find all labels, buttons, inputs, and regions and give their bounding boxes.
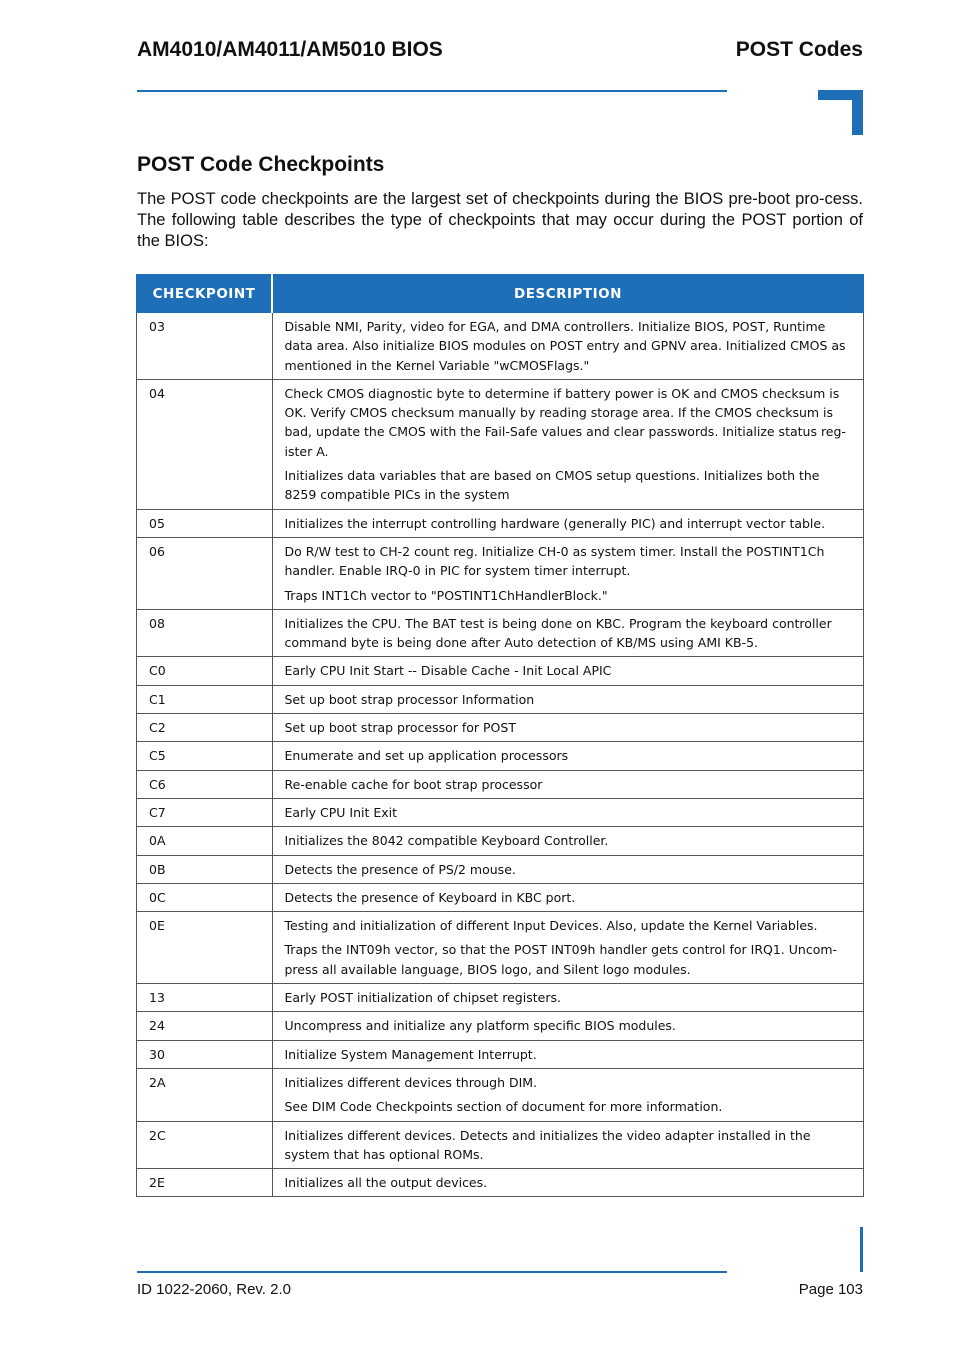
checkpoint-code: 30: [137, 1040, 273, 1068]
description-paragraph: Set up boot strap processor for POST: [284, 720, 516, 736]
checkpoint-code: 06: [137, 537, 273, 609]
checkpoint-description: [272, 1169, 864, 1197]
checkpoint-code: 24: [137, 1012, 273, 1040]
checkpoint-description: [272, 912, 864, 984]
checkpoint-description: [272, 827, 864, 855]
checkpoint-code: 0B: [137, 855, 273, 883]
checkpoint-code: 05: [137, 509, 273, 537]
checkpoint-code: 13: [137, 984, 273, 1012]
checkpoint-code: C0: [137, 657, 273, 685]
checkpoint-description: [272, 742, 864, 770]
document-id: ID 1022-2060, Rev. 2.0: [137, 1281, 291, 1298]
checkpoint-code: 2C: [137, 1121, 273, 1169]
description-paragraph: See DIM Code Checkpoints section of document for more information.: [284, 1099, 723, 1115]
checkpoint-description: [272, 685, 864, 713]
table-row: [137, 509, 864, 537]
description-paragraph: Initializes the 8042 compatible Keyboard Controller.: [284, 833, 609, 849]
description-paragraph: Enumerate and set up application processors: [284, 748, 569, 764]
checkpoint-code: 0A: [137, 827, 273, 855]
checkpoint-code: 0E: [137, 912, 273, 984]
checkpoint-table: [136, 274, 864, 1197]
checkpoint-code: C2: [137, 714, 273, 742]
description-paragraph: Check CMOS diagnostic byte to determine if battery power is OK and CMOS checksum is OK. Verify CMOS checksum manually by reading storage area. If the CMOS checksum is bad, update the CMOS with the Fail-Safe values and clear passwords. Initialize status reg-ister A.: [284, 385, 846, 459]
table-row: [137, 855, 864, 883]
description-paragraph: Detects the presence of Keyboard in KBC port.: [284, 889, 576, 905]
column-header-description: DESCRIPTION: [272, 275, 864, 313]
description-paragraph: Initializes the CPU. The BAT test is being done on KBC. Program the keyboard controller command byte is being done after Auto detection of KB/MS using AMI KB-5.: [284, 615, 832, 651]
checkpoint-description: [272, 714, 864, 742]
checkpoint-code: C6: [137, 770, 273, 798]
table-row: [137, 827, 864, 855]
header-rule: [137, 90, 727, 92]
checkpoint-description: [272, 657, 864, 685]
document-title: AM4010/AM4011/AM5010 BIOS: [137, 38, 443, 61]
checkpoint-description: [272, 1121, 864, 1169]
checkpoint-description: [272, 379, 864, 509]
checkpoint-code: C5: [137, 742, 273, 770]
checkpoint-description: [272, 1012, 864, 1040]
table-header-row: [137, 275, 864, 313]
checkpoint-description: [272, 313, 864, 380]
description-paragraph: Set up boot strap processor Information: [284, 691, 535, 707]
checkpoint-code: 08: [137, 609, 273, 657]
checkpoint-description: [272, 1040, 864, 1068]
checkpoint-description: [272, 984, 864, 1012]
checkpoint-code: 03: [137, 313, 273, 380]
checkpoint-description: [272, 537, 864, 609]
description-paragraph: Testing and initialization of different Input Devices. Also, update the Kernel Variables.: [284, 918, 818, 934]
section-title: POST Code Checkpoints: [137, 153, 385, 176]
description-paragraph: Initializes different devices through DIM.: [284, 1074, 538, 1090]
checkpoint-code: 2A: [137, 1068, 273, 1121]
table-row: [137, 1068, 864, 1121]
table-row: [137, 1012, 864, 1040]
footer-rule: [137, 1271, 727, 1273]
page-number: Page 103: [798, 1281, 863, 1298]
table-row: [137, 798, 864, 826]
table-row: [137, 609, 864, 657]
table-row: [137, 742, 864, 770]
checkpoint-description: [272, 855, 864, 883]
checkpoint-description: [272, 509, 864, 537]
table-row: [137, 883, 864, 911]
description-paragraph: Initializes the interrupt controlling hardware (generally PIC) and interrupt vector table.: [284, 515, 826, 531]
description-paragraph: Traps the INT09h vector, so that the POST INT09h handler gets control for IRQ1. Uncom-press all available language, BIOS logo, and Silent logo modules.: [284, 942, 838, 977]
table-row: [137, 714, 864, 742]
table-row: [137, 1121, 864, 1169]
description-paragraph: Do R/W test to CH-2 count reg. Initialize CH-0 as system timer. Install the POSTINT1Ch handler. Enable IRQ-0 in PIC for system timer interrupt.: [284, 543, 825, 579]
intro-paragraph: The POST code checkpoints are the largest set of checkpoints during the BIOS pre-boot pro-cess. The following table describes the type of checkpoints that may occur during the POST portion of the BIOS:: [137, 190, 863, 250]
table-row: [137, 379, 864, 509]
description-paragraph: Initialize System Management Interrupt.: [284, 1046, 537, 1062]
description-paragraph: Re-enable cache for boot strap processor: [284, 776, 543, 792]
table-row: [137, 657, 864, 685]
table-row: [137, 912, 864, 984]
footer-corner-mark: [860, 1227, 863, 1272]
description-paragraph: Initializes all the output devices.: [284, 1175, 488, 1191]
description-paragraph: Detects the presence of PS/2 mouse.: [284, 861, 516, 877]
chapter-title: POST Codes: [735, 38, 863, 61]
description-paragraph: Uncompress and initialize any platform specific BIOS modules.: [284, 1018, 676, 1034]
table-row: [137, 313, 864, 380]
description-paragraph: Early CPU Init Exit: [284, 804, 398, 820]
checkpoint-description: [272, 883, 864, 911]
checkpoint-code: C7: [137, 798, 273, 826]
corner-mark-vertical: [852, 90, 863, 135]
checkpoint-code: 04: [137, 379, 273, 509]
checkpoint-description: [272, 1068, 864, 1121]
table-row: [137, 770, 864, 798]
description-paragraph: Initializes different devices. Detects and initializes the video adapter installed in the system that has optional ROMs.: [284, 1127, 811, 1162]
table-row: [137, 984, 864, 1012]
table-row: [137, 1040, 864, 1068]
checkpoint-description: [272, 770, 864, 798]
table-row: [137, 685, 864, 713]
description-paragraph: Initializes data variables that are based on CMOS setup questions. Initializes both the 8259 compatible PICs in the system: [284, 468, 820, 503]
column-header-checkpoint: CHECKPOINT: [137, 275, 273, 313]
table-row: [137, 537, 864, 609]
checkpoint-description: [272, 609, 864, 657]
checkpoint-code: 2E: [137, 1169, 273, 1197]
description-paragraph: Early POST initialization of chipset registers.: [284, 990, 561, 1006]
table-row: [137, 1169, 864, 1197]
description-paragraph: Early CPU Init Start -- Disable Cache - Init Local APIC: [284, 663, 612, 679]
description-paragraph: Disable NMI, Parity, video for EGA, and DMA controllers. Initialize BIOS, POST, Runtime data area. Also initialize BIOS modules on POST entry and GPNV area. Initialized CMOS as mentioned in the Kernel Variable "wCMOSFlags.": [284, 319, 846, 373]
checkpoint-description: [272, 798, 864, 826]
checkpoint-code: 0C: [137, 883, 273, 911]
checkpoint-code: C1: [137, 685, 273, 713]
description-paragraph: Traps INT1Ch vector to "POSTINT1ChHandlerBlock.": [284, 587, 608, 603]
